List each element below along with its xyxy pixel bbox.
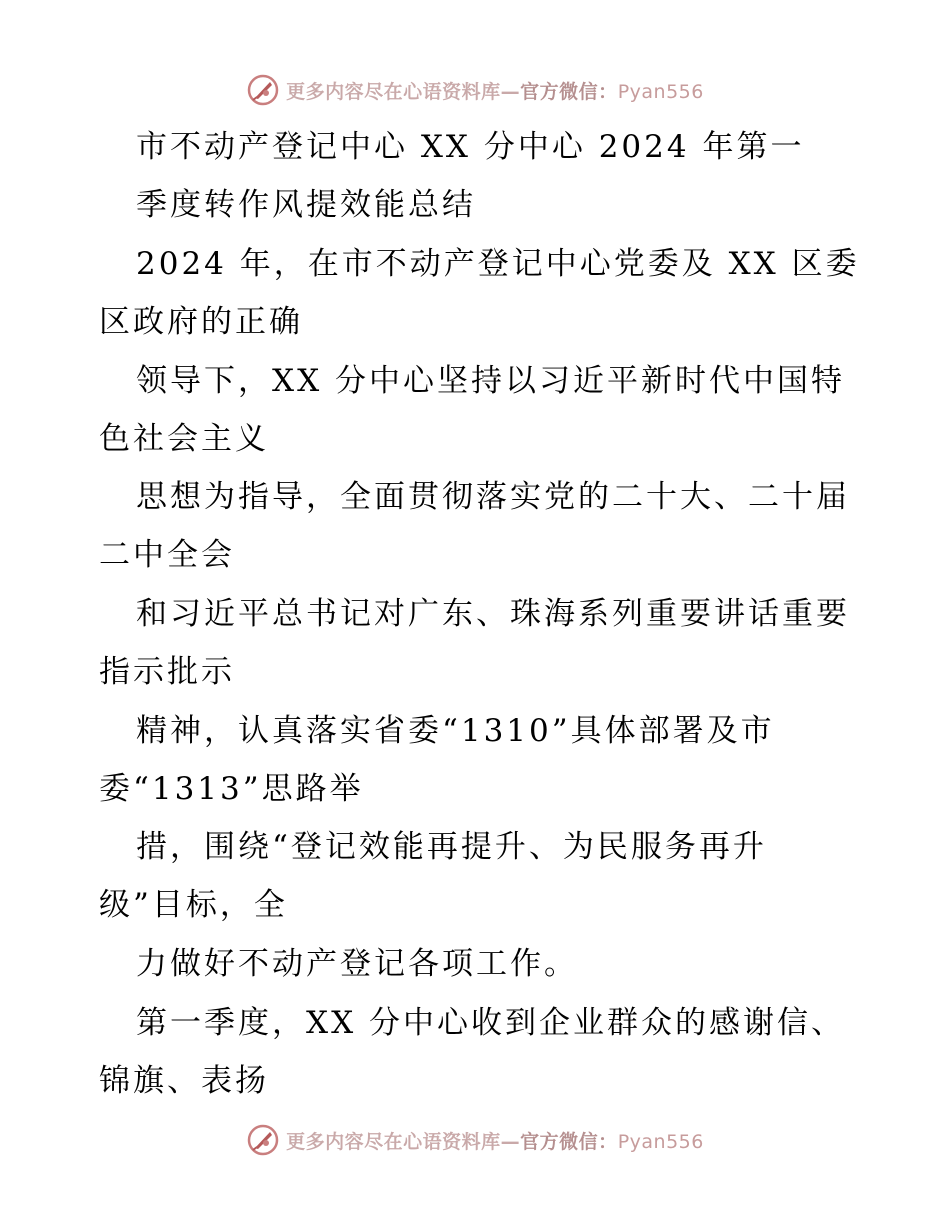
body-line: 委“1313”思路举: [99, 771, 364, 807]
body-line: 领导下，XX 分中心坚持以习近平新时代中国特: [136, 363, 845, 399]
watermark-site-text: 更多内容尽在心语资料库: [286, 1130, 501, 1153]
body-line: 第一季度，XX 分中心收到企业群众的感谢信、: [136, 1005, 845, 1041]
body-line: 和习近平总书记对广东、珠海系列重要讲话重要: [136, 596, 850, 632]
watermark-text: [286, 1127, 704, 1154]
watermark-wechat-label: 官方微信：: [520, 80, 618, 103]
body-line: 指示批示: [99, 654, 235, 690]
body-line: 色社会主义: [99, 421, 269, 457]
body-line: 锦旗、表扬: [99, 1063, 269, 1099]
watermark-text: [286, 77, 704, 104]
quill-seal-icon: [246, 73, 280, 107]
document-title-line-1: 市不动产登记中心 XX 分中心 2024 年第一: [136, 129, 805, 165]
watermark-separator: —: [500, 80, 521, 103]
watermark-wechat-id: Pyan556: [617, 80, 704, 103]
watermark-wechat-id: Pyan556: [617, 1130, 704, 1153]
body-line: 二中全会: [99, 537, 235, 573]
watermark-banner-bottom: [0, 1120, 950, 1160]
watermark-separator: —: [500, 1130, 521, 1153]
body-line: 2024 年，在市不动产登记中心党委及 XX 区委: [136, 246, 860, 282]
document-title-line-2: 季度转作风提效能总结: [136, 187, 476, 223]
body-line: 区政府的正确: [99, 304, 303, 340]
body-line: 措，围绕“登记效能再提升、为民服务再升: [136, 829, 767, 865]
body-line: 思想为指导，全面贯彻落实党的二十大、二十届: [136, 479, 850, 515]
body-line: 精神，认真落实省委“1310”具体部署及市: [136, 713, 775, 749]
watermark-wechat-label: 官方微信：: [520, 1130, 618, 1153]
watermark-banner-top: [0, 70, 950, 110]
quill-seal-icon: [246, 1123, 280, 1157]
body-line: 级”目标，全: [99, 887, 288, 923]
body-line: 力做好不动产登记各项工作。: [136, 946, 578, 982]
watermark-site-text: 更多内容尽在心语资料库: [286, 80, 501, 103]
